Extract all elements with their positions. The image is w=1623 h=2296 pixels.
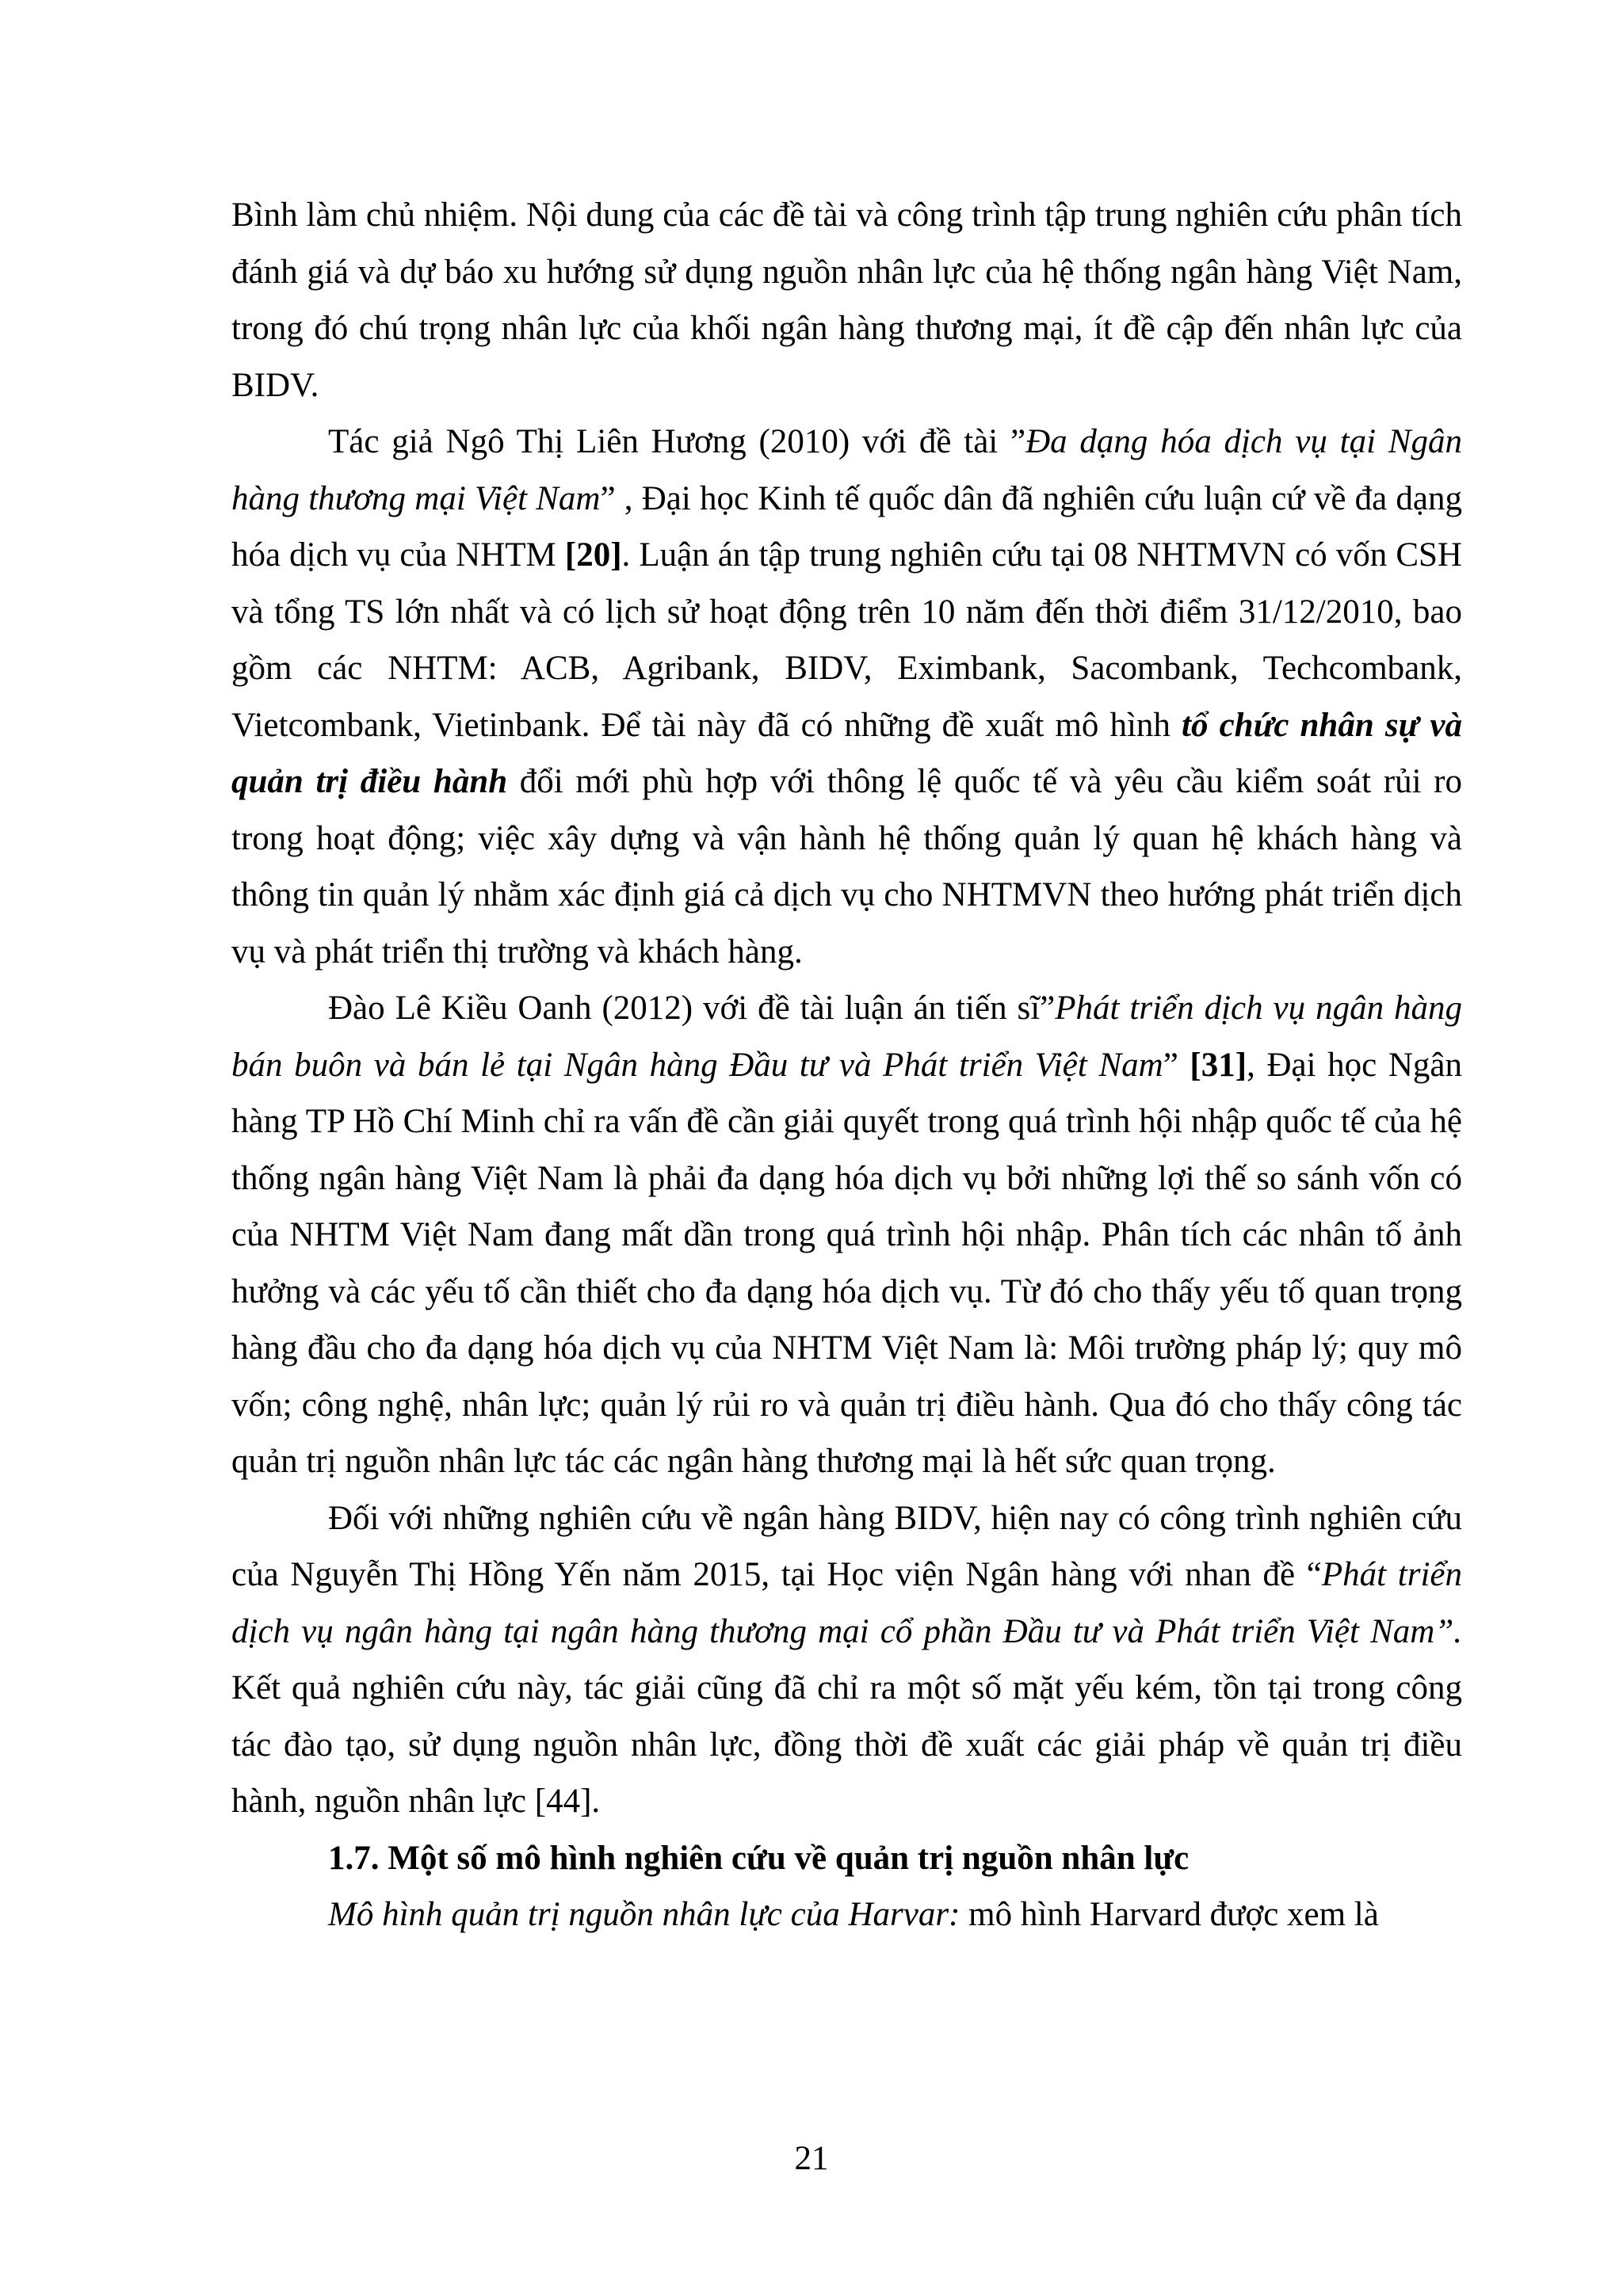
paragraph-last-text: mô hình Harvard được xem là: [960, 1896, 1379, 1933]
paragraph-list: [231, 187, 1462, 1830]
paragraph-segment: [31]: [1190, 1046, 1247, 1084]
paragraph-segment: , Đại học Ngân hàng TP Hồ Chí Minh chỉ ra vấn đề cần giải quyết trong quá trình hội nhập quốc tế của hệ thống ngân hàng Việt Nam là phải đa dạng hóa dịch vụ bởi những lợi thế so sánh vốn có của NHTM Việt Nam đang mất dần trong quá trình hội nhập. Phân tích các nhân tố ảnh hưởng và các yếu tố cần thiết cho đa dạng hóa dịch vụ. Từ đó cho thấy yếu tố quan trọng hàng đầu cho đa dạng hóa dịch vụ của NHTM Việt Nam là: Môi trường pháp lý; quy mô vốn; công nghệ, nhân lực; quản lý rủi ro và quản trị điều hành. Qua đó cho thấy công tác quản trị nguồn nhân lực tác các ngân hàng thương mại là hết sức quan trọng.: [231, 1046, 1462, 1480]
paragraph-segment: Phát triển dịch vụ ngân hàng bán buôn và bán lẻ tại Ngân hàng Đầu tư và Phát triển Việt Nam: [231, 990, 1463, 1084]
paragraph: [231, 980, 1462, 1490]
paragraph-last-italic-lead: Mô hình quản trị nguồn nhân lực của Harvar:: [328, 1896, 960, 1933]
paragraph-segment: Tác giả Ngô Thị Liên Hương (2010) với đề tài ”: [328, 423, 1026, 460]
paragraph-segment: tổ chức nhân sự và quản trị điều hành: [231, 706, 1463, 800]
paragraph-segment: Kết quả nghiên cứu này, tác giải cũng đã chỉ ra một số mặt yếu kém, tồn tại trong công tác đào tạo, sử dụng nguồn nhân lực, đồng thời đề xuất các giải pháp về quản trị điều hành, nguồn nhân lực [44].: [231, 1669, 1462, 1820]
section-heading: 1.7. Một số mô hình nghiên cứu về quản trị nguồn nhân lực: [328, 1839, 1190, 1877]
paragraph: [231, 1490, 1462, 1830]
document-body: [231, 187, 1462, 1943]
paragraph: [231, 187, 1462, 414]
paragraph-segment: ”: [1163, 1046, 1190, 1084]
paragraph-last: [231, 1886, 1462, 1943]
paragraph-segment: [20]: [564, 536, 622, 574]
paragraph-segment: đổi mới phù hợp với thông lệ quốc tế và yêu cầu kiểm soát rủi ro trong hoạt động; việc xây dựng và vận hành hệ thống quản lý quan hệ khách hàng và thông tin quản lý nhằm xác định giá cả dịch vụ cho NHTMVN theo hướng phát triển dịch vụ và phát triển thị trường và khách hàng.: [231, 763, 1462, 971]
page-number: 21: [794, 2140, 829, 2177]
paragraph-segment: Đa dạng hóa dịch vụ tại Ngân hàng thương mại Việt Nam: [231, 423, 1462, 517]
paragraph: [231, 414, 1462, 980]
paragraph-segment: Đối với những nghiên cứu về ngân hàng BIDV, hiện nay có công trình nghiên cứu của Nguyễn Thị Hồng Yến năm 2015, tại Học viện Ngân hàng với nhan đề “: [231, 1499, 1462, 1593]
paragraph-segment: . Luận án tập trung nghiên cứu tại 08 NHTMVN có vốn CSH và tổng TS lớn nhất và có lịch sử hoạt động trên 10 năm đến thời điểm 31/12/2010, bao gồm các NHTM: ACB, Agribank, BIDV, Eximbank, Sacombank, Techcombank, Vietcombank, Vietinbank. Để tài này đã có những đề xuất mô hình: [231, 536, 1462, 744]
paragraph-segment: ” , Đại học Kinh tế quốc dân đã nghiên cứu luận cứ về đa dạng hóa dịch vụ của NHTM: [231, 479, 1462, 574]
paragraph-segment: Đào Lê Kiều Oanh (2012) với đề tài luận án tiến sĩ”: [328, 990, 1056, 1027]
paragraph-segment: Bình làm chủ nhiệm. Nội dung của các đề tài và công trình tập trung nghiên cứu phân tích đánh giá và dự báo xu hướng sử dụng nguồn nhân lực của hệ thống ngân hàng Việt Nam, trong đó chú trọng nhân lực của khối ngân hàng thương mại, ít đề cập đến nhân lực của BIDV.: [231, 196, 1462, 404]
paragraph-segment: Phát triển dịch vụ ngân hàng tại ngân hàng thương mại cổ phần Đầu tư và Phát triển Việt Nam”.: [231, 1556, 1462, 1650]
